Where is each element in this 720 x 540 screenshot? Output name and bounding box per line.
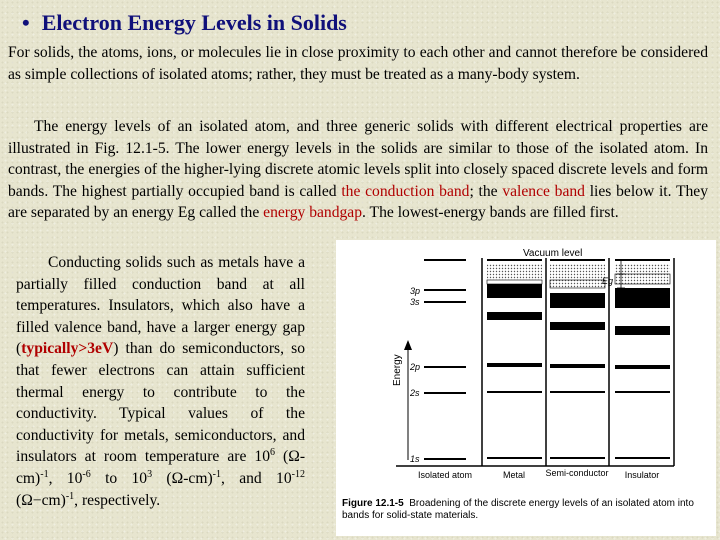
- p2-text-2: ; the: [469, 182, 503, 200]
- vacuum-line-atom: [424, 259, 466, 261]
- conductivity-paragraph: [16, 252, 305, 511]
- exp-semi-low: -6: [82, 468, 91, 480]
- level-1s: 1s: [410, 454, 420, 464]
- vacuum-line-insulator: [615, 259, 670, 261]
- exp-unit-2: -1: [212, 468, 221, 480]
- p2-text-4: . The lowest-energy bands are filled first.: [362, 204, 619, 222]
- energy-levels-paragraph: [8, 116, 708, 224]
- exp-insulator: -12: [291, 468, 305, 480]
- exp-unit-1: -1: [40, 468, 49, 480]
- level-2s: 2s: [410, 388, 420, 398]
- p3-text-1: Conducting solids such as metals have a partially filled conduction band at all temperatures. Insulators, which also have a filled valence band, have a larger energy gap (: [16, 254, 305, 358]
- semi-valence-band: [550, 293, 605, 308]
- atom-2p-line: [424, 366, 466, 368]
- term-valence-band: valence band: [502, 182, 585, 200]
- col-label-metal: Metal: [502, 470, 526, 480]
- insulator-valence-band: [615, 288, 670, 308]
- p2-text-1: The energy levels of an isolated atom, and three generic solids with different electrical properties are illustrated in Fig. 12.1-5. The lower energy levels in the solids are similar to those of the isolated atom. In contrast, the energies of the higher-lying discrete atomic levels split into closely spaced discrete levels and form bands. The highest partially occupied band is called: [8, 118, 708, 200]
- vacuum-line-semi: [550, 259, 605, 261]
- level-2p: 2p: [410, 362, 421, 372]
- level-3s: 3s: [410, 297, 420, 307]
- energy-arrow-head: [404, 340, 412, 350]
- semi-2p-band: [550, 364, 605, 368]
- insulator-conduction-band: [615, 274, 670, 284]
- p3-text-5: to 10: [90, 469, 148, 487]
- level-3p: 3p: [410, 286, 421, 296]
- metal-lower-band: [487, 312, 542, 320]
- vacuum-dots-metal: [487, 264, 542, 280]
- term-conduction-band: the conduction band: [341, 182, 470, 200]
- eg-label: Eg: [602, 276, 614, 286]
- semi-conduction-band: [550, 280, 605, 288]
- p2-text-3: lies below it. They are separated by an energy Eg called the: [8, 182, 709, 222]
- vacuum-level-label: Vacuum level: [523, 248, 583, 259]
- metal-upper-band: [487, 280, 542, 284]
- figure-number: Figure 12.1-5: [342, 498, 404, 509]
- intro-paragraph: For solids, the atoms, ions, or molecules lie in close proximity to each other and cannot therefore be considered as simple collections of isolated atoms; rather, they must be treated as a many-body system.: [8, 44, 708, 83]
- title-bullet: •: [22, 10, 30, 35]
- p3-text-9: , respectively.: [74, 491, 161, 509]
- metal-2s-band: [487, 391, 542, 393]
- p3-text-3: (Ω-cm): [16, 448, 306, 487]
- semi-lower-band: [550, 322, 605, 330]
- figure-caption: [342, 498, 714, 522]
- vacuum-dots-semi: [550, 264, 605, 280]
- figure-caption-text: Broadening of the discrete energy levels of an isolated atom into bands for solid-state materials.: [342, 498, 694, 521]
- metal-conduction-band: [487, 284, 542, 298]
- col-label-semiconductor: Semi-conductor: [545, 468, 609, 478]
- term-energy-bandgap: energy bandgap: [263, 204, 363, 222]
- p3-text-2: ) than do semiconductors, so that fewer electrons can attain sufficient thermal energy to contribute to the conductivity. Typical values of the conductivity for metals, semiconductors, and insulators at room temperature are 10: [16, 340, 305, 466]
- insulator-1s-band: [615, 457, 670, 459]
- band-diagram: [336, 240, 716, 536]
- insulator-2p-band: [615, 365, 670, 369]
- p3-text-4: , 10: [48, 469, 83, 487]
- atom-2s-line: [424, 392, 466, 394]
- energy-band-figure: [336, 240, 716, 536]
- term-typical-gap: typically>3eV: [21, 340, 114, 358]
- title-text: Electron Energy Levels in Solids: [41, 10, 347, 35]
- vacuum-line-metal: [487, 259, 542, 261]
- insulator-lower-band: [615, 326, 670, 335]
- col-label-isolated-atom: Isolated atom: [417, 470, 473, 480]
- atom-1s-line: [424, 458, 466, 460]
- metal-1s-band: [487, 457, 542, 459]
- atom-3p-line: [424, 289, 466, 291]
- p3-text-8: (Ω−cm): [16, 491, 66, 509]
- insulator-2s-band: [615, 391, 670, 393]
- semi-1s-band: [550, 457, 605, 459]
- slide-title: [22, 10, 347, 36]
- exp-metal: 6: [270, 447, 276, 459]
- exp-semi-high: 3: [147, 468, 153, 480]
- exp-unit-3: -1: [65, 490, 75, 502]
- col-label-insulator: Insulator: [624, 470, 660, 480]
- atom-3s-line: [424, 301, 466, 303]
- energy-axis-label: Energy: [392, 354, 403, 386]
- p3-text-6: (Ω-cm): [152, 469, 213, 487]
- p3-text-7: , and 10: [221, 469, 292, 487]
- metal-2p-band: [487, 363, 542, 367]
- semi-2s-band: [550, 391, 605, 393]
